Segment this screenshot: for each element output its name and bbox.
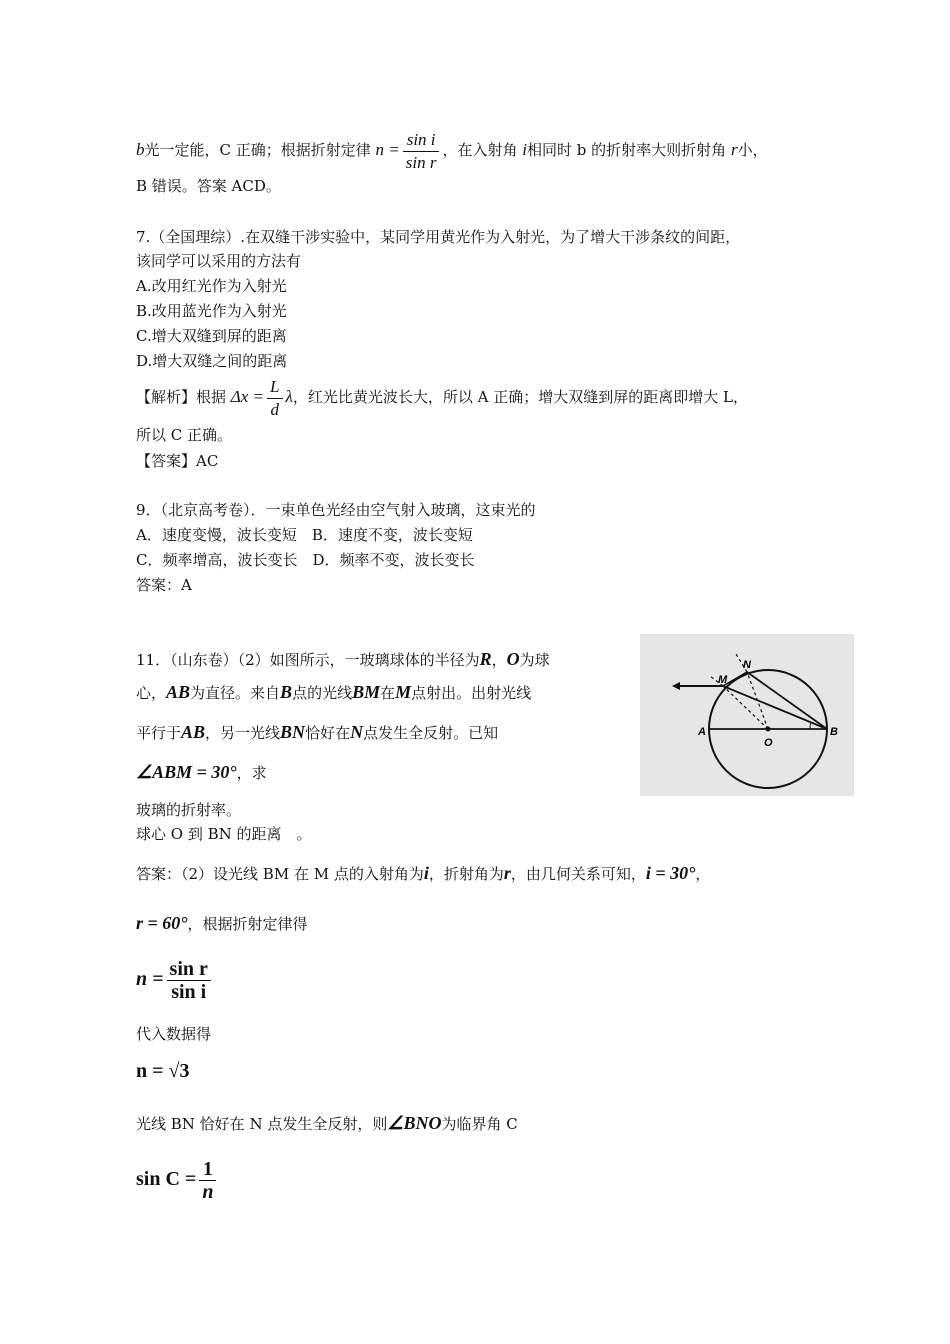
label-o: O — [764, 737, 773, 749]
q11-answer-line-1: 答案：（2）设光线 BM 在 M 点的入射角为i，折射角为r，由几何关系可知，i = 30°， — [136, 863, 711, 883]
q7-option-c: C.增大双缝到屏的距离 — [136, 327, 287, 345]
q11-stem-1: 11．（山东卷）（2）如图所示，一玻璃球体的半径为R，O为球 — [136, 649, 550, 669]
prev-answer-line-2: B 错误。答案 ACD。 — [136, 177, 281, 195]
fraction: $\frac{\text{sin i}}{\text{sin r}}$ — [403, 129, 440, 174]
q11-stem-2: 心，AB为直径。来自B点的光线BM在M点射出。出射光线 — [136, 682, 532, 702]
q11-stem-5: 玻璃的折射率。 — [136, 801, 242, 819]
label-b: B — [830, 726, 838, 738]
q9-options-2: C．频率增高，波长变长 D．频率不变，波长变长 — [136, 551, 475, 569]
q7-option-a: A.改用红光作为入射光 — [136, 277, 287, 295]
sphere-diagram — [640, 634, 854, 796]
equation-critical-angle: sin C = $\frac{1}{n}$ — [136, 1158, 219, 1203]
q7-answer: 【答案】AC — [136, 452, 219, 470]
total-reflection-text: 光线 BN 恰好在 N 点发生全反射，则∠BNO为临界角 C — [136, 1113, 518, 1133]
arrow-head — [672, 682, 680, 690]
fraction: $\frac{1}{n}$ — [199, 1158, 216, 1203]
glass-sphere-figure — [640, 634, 854, 796]
q9-answer: 答案：A — [136, 576, 192, 594]
q11-stem-4: ∠ABM = 30°，求 — [136, 762, 267, 782]
q7-analysis-line-1: 【解析】根据 Δx = $\frac{L}{d}$ λ，红光比黄光波长大，所以 A 正确；增大双缝到屏的距离即增大 L， — [136, 376, 748, 419]
fraction: $\frac{\text{sin r}}{\text{sin i}}$ — [167, 958, 211, 1003]
q7-analysis-line-2: 所以 C 正确。 — [136, 426, 233, 444]
label-m: M — [718, 674, 728, 686]
q7-stem-1: 7.（全国理综）.在双缝干涉实验中，某同学用黄光作为入射光，为了增大干涉条纹的间距， — [136, 228, 741, 246]
substitute-text: 代入数据得 — [136, 1025, 212, 1043]
prev-answer-line-1: b光一定能，C 正确；根据折射定律 n = $\frac{\text{sin i}}{\text{sin r}}$ ，在入射角 i相同时 b 的折射率大则折射角 r小， — [136, 129, 768, 172]
q7-option-d: D.增大双缝之间的距离 — [136, 352, 288, 370]
equation-refraction-law: n = $\frac{\text{sin r}}{\text{sin i}}$ — [136, 958, 214, 1003]
q11-answer-line-2: r = 60°，根据折射定律得 — [136, 913, 308, 933]
center-dot — [766, 727, 771, 732]
q7-option-b: B.改用蓝光作为入射光 — [136, 302, 287, 320]
q11-stem-6: 球心 O 到 BN 的距离 。 — [136, 825, 312, 843]
label-a: A — [698, 726, 706, 738]
angle-arc — [810, 722, 811, 729]
label-n: N — [743, 659, 751, 671]
q11-stem-3: 平行于AB，另一光线BN恰好在N点发生全反射。已知 — [136, 722, 499, 742]
equation-refractive-index: n = √3 — [136, 1060, 190, 1082]
fraction: $\frac{L}{d}$ — [267, 376, 282, 421]
q9-stem: 9．（北京高考卷）．一束单色光经由空气射入玻璃，这束光的 — [136, 501, 536, 519]
q7-stem-2: 该同学可以采用的方法有 — [136, 252, 302, 270]
normal-om — [723, 686, 768, 729]
q9-options-1: A．速度变慢，波长变短 B．速度不变，波长变短 — [136, 526, 473, 544]
